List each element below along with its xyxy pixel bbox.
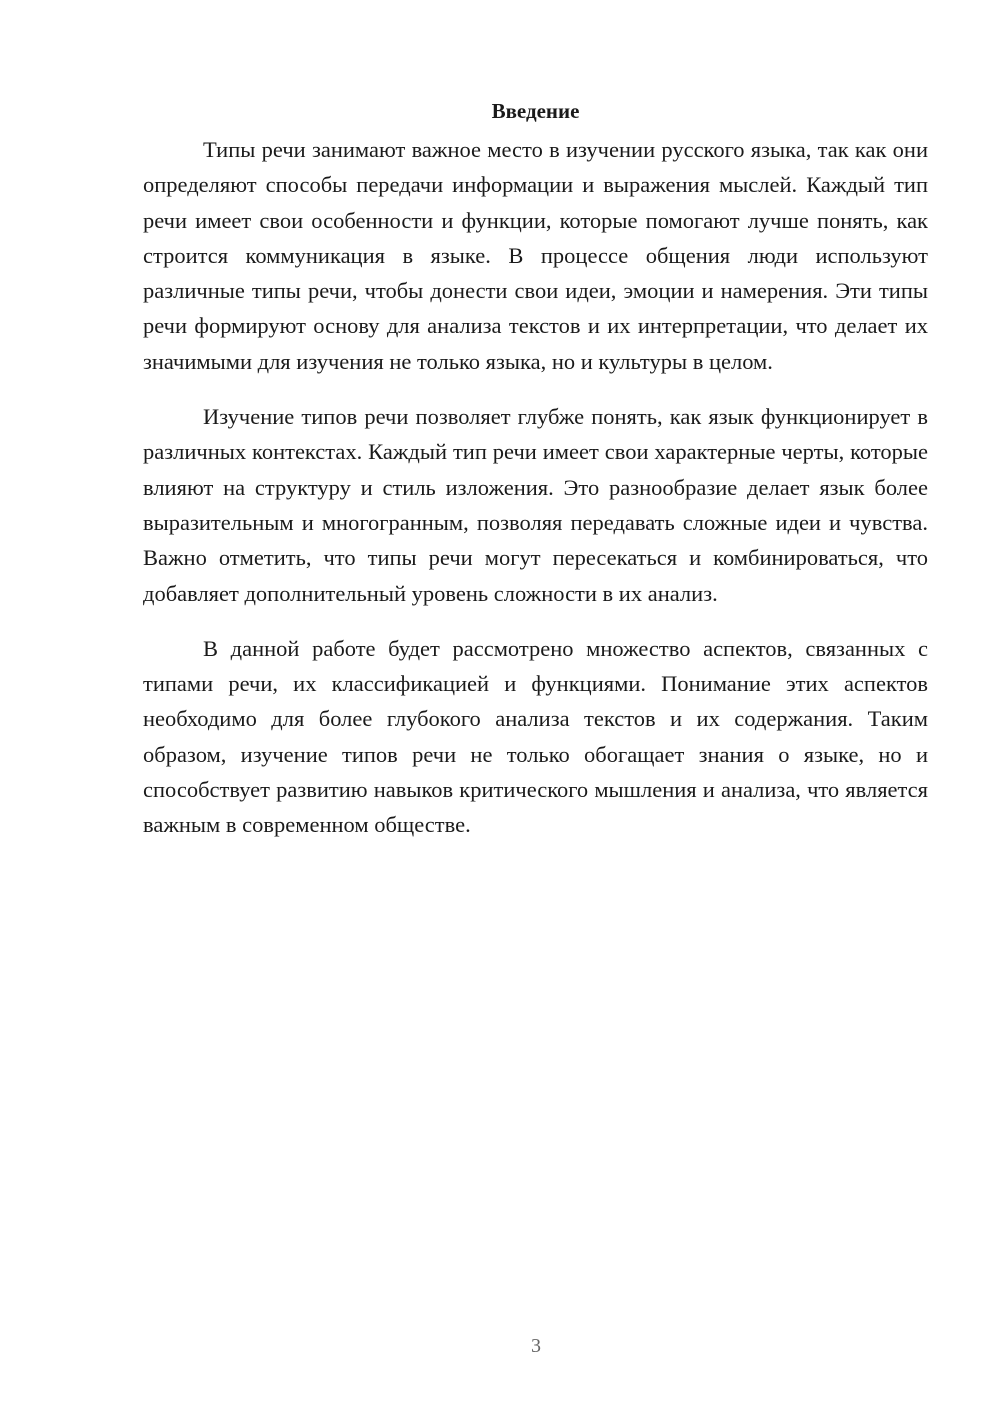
paragraph-3: В данной работе будет рассмотрено множество аспектов, связанных с типами речи, их классификацией и функциями. Понимание этих аспектов необходимо для более глубокого анализа текстов и их содержания. Таким образом, изучение типов речи не только обогащает знания о языке, но и способствует развитию навыков критического мышления и анализа, что является важным в современном обществе.	[143, 635, 928, 838]
page-content	[143, 95, 928, 863]
section-heading: Введение	[491, 99, 580, 123]
page-number: 3	[531, 1335, 541, 1357]
paragraph-2: Изучение типов речи позволяет глубже понять, как язык функционирует в различных контекстах. Каждый тип речи имеет свои характерные черты, которые влияют на структуру и стиль изложения. Это разнообразие делает язык более выразительным и многогранным, позволяя передавать сложные идеи и чувства. Важно отметить, что типы речи могут пересекаться и комбинироваться, что добавляет дополнительный уровень сложности в их анализ.	[143, 404, 928, 606]
paragraph-1: Типы речи занимают важное место в изучении русского языка, так как они определяют способы передачи информации и выражения мыслей. Каждый тип речи имеет свои особенности и функции, которые помогают лучше понять, как строится коммуникация в языке. В процессе общения люди используют различные типы речи, чтобы донести свои идеи, эмоции и намерения. Эти типы речи формируют основу для анализа текстов и их интерпретации, что делает их значимыми для изучения не только языка, но и культуры в целом.	[143, 137, 928, 374]
